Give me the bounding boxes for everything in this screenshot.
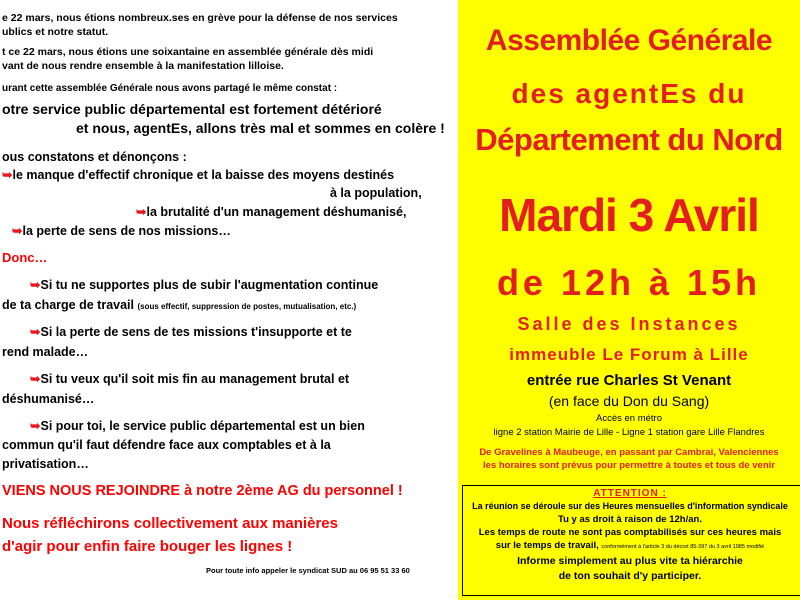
si-4-line-3: privatisation… — [2, 457, 89, 471]
entree-line: entrée rue Charles St Venant — [526, 372, 732, 389]
intro-line-1: e 22 mars, nous étions nombreux.ses en grève pour la défense de nos services — [2, 12, 398, 24]
right-arrow-icon: ➥ — [30, 278, 41, 292]
title-line-3: Département du Nord — [475, 122, 783, 157]
bullet-2-text: la brutalité d'un management déshumanisé, — [146, 205, 407, 219]
attention-title: ATTENTION : — [593, 488, 667, 499]
si-4-text: Si pour toi, le service public départemental est un bien — [40, 419, 365, 433]
si-1-line-2 — [2, 298, 356, 314]
gravelines-line-1: De Gravelines à Maubeuge, en passant par Cambrai, Valenciennes — [479, 447, 779, 458]
attention-box — [462, 485, 800, 596]
bullet-3 — [12, 224, 231, 239]
reflechirons-line-1: Nous réfléchirons collectivement aux manières — [2, 515, 338, 532]
si-3-text: Si tu veux qu'il soit mis fin au management brutal et — [40, 372, 350, 386]
contact-footer: Pour toute info appeler le syndicat SUD au 06 95 51 33 60 — [206, 566, 410, 575]
constat-line-2: et nous, agentEs, allons très mal et sommes en colère ! — [76, 120, 445, 136]
announcement-panel — [458, 0, 800, 600]
right-arrow-icon: ➥ — [136, 205, 147, 219]
viens-callout: VIENS NOUS REJOINDRE à notre 2ème AG du personnel ! — [2, 483, 403, 499]
gravelines-line-2: les horaires sont prévus pour permettre à toutes et tous de venir — [483, 460, 775, 471]
title-line-1: Assemblée Générale — [485, 24, 773, 57]
attention-line-1: La réunion se déroule sur des Heures mensuelles d'information syndicale — [472, 501, 788, 511]
hours-heading: de 12h à 15h — [496, 262, 762, 303]
si-1-line-1 — [30, 278, 378, 293]
right-arrow-icon: ➥ — [30, 372, 41, 386]
metro-lines: ligne 2 station Mairie de Lille - Ligne 1 station gare Lille Flandres — [493, 427, 765, 438]
attention-line-4-text: sur le temps de travail, — [495, 540, 599, 551]
si-3-line-2: déshumanisé… — [2, 392, 95, 406]
si-4-line-1 — [30, 419, 365, 434]
si-2-line-2: rend malade… — [2, 345, 89, 359]
bullet-1-cont: à la population, — [330, 186, 422, 200]
right-arrow-icon: ➥ — [2, 168, 13, 182]
reflechirons-line-2: d'agir pour enfin faire bouger les lignes ! — [2, 538, 293, 555]
attention-decree-note: conformément à l'article 3 du décret 85-397 du 3 avril 1985 modifié — [601, 544, 765, 550]
bullet-2 — [136, 205, 406, 220]
attention-line-2: Tu y as droit à raison de 12h/an. — [558, 514, 702, 525]
salle-line: Salle des Instances — [517, 314, 741, 334]
immeuble-line: immeuble Le Forum à Lille — [509, 345, 749, 364]
attention-line-6: de ton souhait d'y participer. — [558, 570, 702, 582]
en-face-line: (en face du Don du Sang) — [548, 393, 710, 409]
si-4-line-2: commun qu'il faut défendre face aux comptables et à la — [2, 438, 331, 452]
right-arrow-icon: ➥ — [12, 224, 23, 238]
attention-line-3: Les temps de route ne sont pas comptabilisés sur ces heures mais — [478, 527, 782, 538]
attention-line-5: Informe simplement au plus vite ta hiérarchie — [517, 555, 743, 567]
right-arrow-icon: ➥ — [30, 419, 41, 433]
attention-line-4 — [459, 540, 800, 551]
bullet-1-text: le manque d'effectif chronique et la baisse des moyens destinés — [12, 168, 395, 182]
acces-metro-line: Accès en métro — [596, 413, 662, 424]
bullet-3-text: la perte de sens de nos missions… — [22, 224, 231, 238]
intro-line-2: ublics et notre statut. — [2, 26, 109, 38]
title-line-2: des agentEs du — [511, 78, 747, 109]
si-1-text: Si tu ne supportes plus de subir l'augmentation continue — [40, 278, 379, 292]
si-3-line-1 — [30, 372, 349, 387]
date-heading: Mardi 3 Avril — [499, 189, 759, 241]
intro-line-5: urant cette assemblée Générale nous avons partagé le même constat : — [2, 83, 338, 94]
bullet-1 — [2, 168, 394, 183]
si-1-note: (sous effectif, suppression de postes, mutualisation, etc.) — [137, 302, 357, 311]
si-1-text-2: de ta charge de travail — [2, 298, 135, 312]
denonce-heading: ous constatons et dénonçons : — [2, 150, 187, 164]
si-2-line-1 — [30, 325, 352, 340]
constat-line-1: otre service public départemental est fortement détérioré — [2, 101, 382, 117]
donc-heading: Donc… — [2, 250, 48, 265]
si-2-text: Si la perte de sens de tes missions t'insupporte et te — [40, 325, 352, 339]
right-arrow-icon: ➥ — [30, 325, 41, 339]
intro-line-3: t ce 22 mars, nous étions une soixantaine en assemblée générale dès midi — [2, 46, 374, 58]
intro-line-4: vant de nous rendre ensemble à la manifestation lilloise. — [2, 60, 284, 72]
